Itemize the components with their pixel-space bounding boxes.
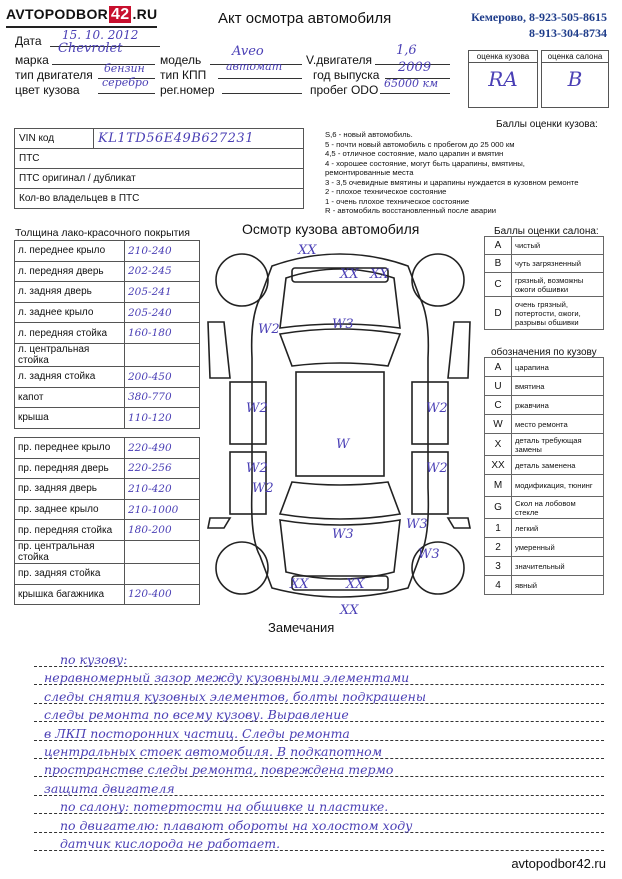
note-line: по салону: потертости на обшивке и пластике. (60, 799, 389, 815)
diagram-title: Осмотр кузова автомобиля (242, 221, 420, 237)
legend-key: C (485, 396, 512, 415)
wheel-rear-left (216, 542, 268, 594)
thickness-label: пр. заднее крыло (15, 499, 125, 520)
thickness-value (125, 343, 200, 366)
thickness-label: л. центральная стойка (15, 343, 125, 366)
thickness-value: 120-400 (125, 584, 200, 605)
contact-phone-1: Кемерово, 8-923-505-8615 (471, 10, 607, 24)
thickness-row (15, 323, 200, 344)
legend-desc: легкий (512, 519, 604, 538)
legend-key: C (485, 273, 512, 297)
thickness-label: л. задняя стойка (15, 366, 125, 387)
year-label: год выпуска (313, 68, 380, 82)
note-line: центральных стоек автомобиля. В подкапотном (44, 744, 383, 759)
gearbox-underline (218, 78, 302, 79)
legend-row (485, 273, 604, 297)
thickness-label: пр. задняя стойка (15, 563, 125, 584)
page-title: Акт осмотра автомобиля (218, 10, 392, 27)
body-scores-title: Баллы оценки кузова: (496, 119, 598, 130)
thickness-row (15, 458, 200, 479)
body-grade-label: оценка кузова (469, 51, 537, 63)
legend-desc: явный (512, 576, 604, 595)
thickness-label: пр. задняя дверь (15, 479, 125, 500)
body-score-item: R - автомобиль восстановленный после аварии (325, 206, 497, 215)
legend-desc: очень грязный, потертости, ожоги, разрывы обшивки (512, 297, 604, 330)
legend-row (485, 475, 604, 497)
thickness-value: 220-490 (125, 438, 200, 459)
thickness-label: л. заднее крыло (15, 302, 125, 323)
legend-desc: место ремонта (512, 415, 604, 434)
thickness-value: 200-450 (125, 366, 200, 387)
thickness-row (15, 584, 200, 605)
thickness-row (15, 302, 200, 323)
diagram-mark: W2 (246, 461, 268, 476)
note-line: в ЛКП посторонних частиц. Следы ремонта (44, 725, 350, 741)
legend-desc: чистый (512, 237, 604, 255)
diagram-mark: W2 (252, 481, 274, 496)
thickness-row (15, 343, 200, 366)
body-score-item: 1 - очень плохое техническое состояние (325, 196, 470, 206)
notes-area (0, 632, 622, 862)
thickness-left-table (14, 240, 200, 429)
thickness-row (15, 479, 200, 500)
thickness-label: капот (15, 387, 125, 408)
legend-key: 3 (485, 557, 512, 576)
legend-key: 4 (485, 576, 512, 595)
mileage-underline (380, 93, 450, 94)
legend-row (485, 377, 604, 396)
note-line: пространстве следы ремонта, повреждена термо (44, 762, 394, 778)
make-value: Chevrolet (58, 41, 123, 56)
thickness-right-table (14, 437, 200, 605)
legend-row (485, 415, 604, 434)
legend-row (485, 297, 604, 330)
right-front-fender (448, 322, 470, 378)
vin-row-label: ПТС (15, 149, 304, 169)
thickness-label: пр. переднее крыло (15, 438, 125, 459)
note-line: защита двигателя (44, 780, 175, 796)
thickness-value: 210-240 (125, 241, 200, 262)
notes-title: Замечания (268, 620, 335, 635)
diagram-mark: XX (298, 243, 317, 258)
body-score-item: S,6 - новый автомобиль. (325, 130, 413, 139)
legend-key: D (485, 297, 512, 330)
vin-row-value: KL1TD56E49B627231 (94, 129, 304, 149)
thickness-row (15, 520, 200, 541)
legend-row (485, 358, 604, 377)
salon-grade-label: оценка салона (542, 51, 608, 63)
thickness-value: 202-245 (125, 261, 200, 282)
engine-type-value: бензин (104, 62, 145, 75)
legend-row (485, 538, 604, 557)
diagram-mark: W2 (258, 322, 280, 337)
thickness-value: 380-770 (125, 387, 200, 408)
thickness-row (15, 540, 200, 563)
diagram-mark: W (336, 437, 350, 452)
legend-desc: модификация, тюнинг (512, 475, 604, 497)
legend-desc: значительный (512, 557, 604, 576)
legend-key: G (485, 497, 512, 519)
body-score-item: 4 - хорошее состояние, могут быть царапины, вмятины, (325, 158, 525, 168)
legend-row (485, 434, 604, 456)
legend-desc: умеренный (512, 538, 604, 557)
logo-text-left: AVTOPODBOR (6, 6, 109, 22)
thickness-value (125, 563, 200, 584)
thickness-label: пр. передняя дверь (15, 458, 125, 479)
engine-volume-value: 1,6 (396, 43, 417, 58)
legend-desc: деталь требующая замены (512, 434, 604, 456)
vin-row-label: Кол-во владельцев в ПТС (15, 189, 304, 209)
windshield-outline (280, 329, 400, 366)
thickness-label: л. задняя дверь (15, 282, 125, 303)
body-marks-title: обозначения по кузову (491, 347, 597, 358)
thickness-label: крышка багажника (15, 584, 125, 605)
salon-scores-table (484, 236, 604, 330)
mileage-label: пробег ODO (310, 83, 379, 97)
legend-row (485, 519, 604, 538)
diagram-mark: W3 (332, 527, 354, 542)
legend-desc: Скол на лобовом стекле (512, 497, 604, 519)
vin-row-label: VIN код (15, 129, 94, 149)
thickness-label: крыша (15, 408, 125, 429)
thickness-label: пр. центральная стойка (15, 540, 125, 563)
year-value: 2009 (398, 60, 432, 75)
thickness-value: 110-120 (125, 408, 200, 429)
thickness-value (125, 540, 200, 563)
thickness-row (15, 366, 200, 387)
body-score-item: ремонтированные места (325, 168, 414, 177)
site-logo (6, 6, 157, 28)
make-label: марка (15, 53, 49, 67)
model-label: модель (160, 53, 202, 67)
legend-desc: чуть загрязненный (512, 255, 604, 273)
thickness-label: л. переднее крыло (15, 241, 125, 262)
vin-row (15, 149, 304, 169)
legend-key: XX (485, 456, 512, 475)
legend-desc: царапина (512, 358, 604, 377)
footer-site: avtopodbor42.ru (511, 856, 606, 871)
mileage-value: 65000 км (384, 77, 439, 90)
legend-desc: грязный, возможны ожоги обшивки (512, 273, 604, 297)
legend-desc: ржавчина (512, 396, 604, 415)
legend-desc: вмятина (512, 377, 604, 396)
diagram-mark: W2 (426, 401, 448, 416)
reg-number-underline (222, 93, 302, 94)
diagram-mark: XX (370, 267, 389, 282)
diagram-mark: W3 (332, 317, 354, 332)
vin-row-label: ПТС оригинал / дубликат (15, 169, 304, 189)
diagram-mark: XX (290, 577, 309, 592)
legend-key: U (485, 377, 512, 396)
legend-key: A (485, 237, 512, 255)
legend-row (485, 456, 604, 475)
note-line: по кузову: (60, 652, 128, 667)
thickness-value: 180-200 (125, 520, 200, 541)
body-score-item: 3 - 3,5 очевидные вмятины и царапины нуждается в кузовном ремонте (325, 177, 579, 187)
thickness-value: 220-256 (125, 458, 200, 479)
note-line: следы ремонта по всему кузову. Выравление (44, 707, 349, 723)
model-value: Aveo (232, 44, 264, 59)
roof-outline (296, 372, 384, 476)
salon-grade-box (541, 50, 609, 108)
color-label: цвет кузова (15, 83, 80, 97)
gearbox-label: тип КПП (160, 68, 207, 82)
legend-row (485, 237, 604, 255)
thickness-row (15, 438, 200, 459)
note-line: неравномерный зазор между кузовными элементами (44, 670, 410, 686)
left-front-fender (208, 322, 230, 378)
vin-row (15, 129, 304, 149)
diagram-mark: W3 (406, 517, 428, 532)
engine-type-label: тип двигателя (15, 68, 93, 82)
diagram-mark: W2 (426, 461, 448, 476)
diagram-mark: XX (346, 577, 365, 592)
body-marks-table (484, 357, 604, 595)
legend-row (485, 255, 604, 273)
note-line: датчик кислорода не работает. (60, 836, 281, 851)
thickness-value: 160-180 (125, 323, 200, 344)
car-body-outline (252, 254, 429, 597)
logo-number: 42 (111, 6, 130, 23)
thickness-row (15, 408, 200, 429)
legend-key: M (485, 475, 512, 497)
legend-row (485, 396, 604, 415)
thickness-row (15, 563, 200, 584)
rear-window-outline (280, 482, 400, 519)
note-line: следы снятия кузовных элементов, болты подкрашены (44, 688, 427, 704)
thickness-value: 210-420 (125, 479, 200, 500)
legend-key: 2 (485, 538, 512, 557)
diagram-mark: XX (340, 603, 359, 614)
diagram-mark: W3 (418, 547, 440, 562)
body-score-item: 4,5 - отличное состояние, мало царапин и вмятин (325, 149, 504, 158)
vin-row (15, 169, 304, 189)
legend-row (485, 576, 604, 595)
body-grade-value: RA (488, 67, 518, 91)
salon-scores-title: Баллы оценки салона: (494, 226, 599, 237)
thickness-row (15, 282, 200, 303)
legend-key: A (485, 358, 512, 377)
engine-volume-label: V.двигателя (306, 53, 372, 67)
thickness-value: 210-1000 (125, 499, 200, 520)
diagram-mark: W2 (246, 401, 268, 416)
left-rear-fender (208, 518, 230, 528)
thickness-title: Толщина лако-красочного покрытия (15, 227, 190, 239)
thickness-label: л. передняя дверь (15, 261, 125, 282)
diagram-mark: XX (340, 267, 359, 282)
color-underline (98, 93, 155, 94)
legend-key: B (485, 255, 512, 273)
legend-key: W (485, 415, 512, 434)
logo-text-right: .RU (132, 6, 158, 22)
thickness-label: пр. передняя стойка (15, 520, 125, 541)
thickness-value: 205-240 (125, 302, 200, 323)
thickness-row (15, 261, 200, 282)
vin-row (15, 189, 304, 209)
date-label: Дата (15, 34, 42, 48)
legend-key: 1 (485, 519, 512, 538)
legend-desc: деталь заменена (512, 456, 604, 475)
legend-row (485, 497, 604, 519)
reg-number-label: рег.номер (160, 83, 215, 97)
legend-key: X (485, 434, 512, 456)
body-score-item: 5 - почти новый автомобиль с пробегом до 25 000 км (325, 139, 515, 149)
color-value: серебро (102, 76, 149, 89)
body-score-item: 2 - плохое техническое состояние (325, 187, 447, 196)
contact-phone-2: 8-913-304-8734 (529, 26, 607, 40)
thickness-row (15, 499, 200, 520)
thickness-row (15, 241, 200, 262)
thickness-row (15, 387, 200, 408)
legend-row (485, 557, 604, 576)
vin-table (14, 128, 304, 209)
body-grade-box (468, 50, 538, 108)
thickness-label: л. передняя стойка (15, 323, 125, 344)
thickness-value: 205-241 (125, 282, 200, 303)
note-line: по двигателю: плавают обороты на холостом ходу (60, 817, 413, 833)
salon-grade-value: B (567, 67, 583, 91)
right-rear-fender (448, 518, 470, 528)
date-value: 15. 10. 2012 (62, 28, 139, 42)
body-scores-list (325, 130, 610, 216)
gearbox-value: автомат (226, 60, 283, 73)
car-diagram (200, 238, 478, 614)
